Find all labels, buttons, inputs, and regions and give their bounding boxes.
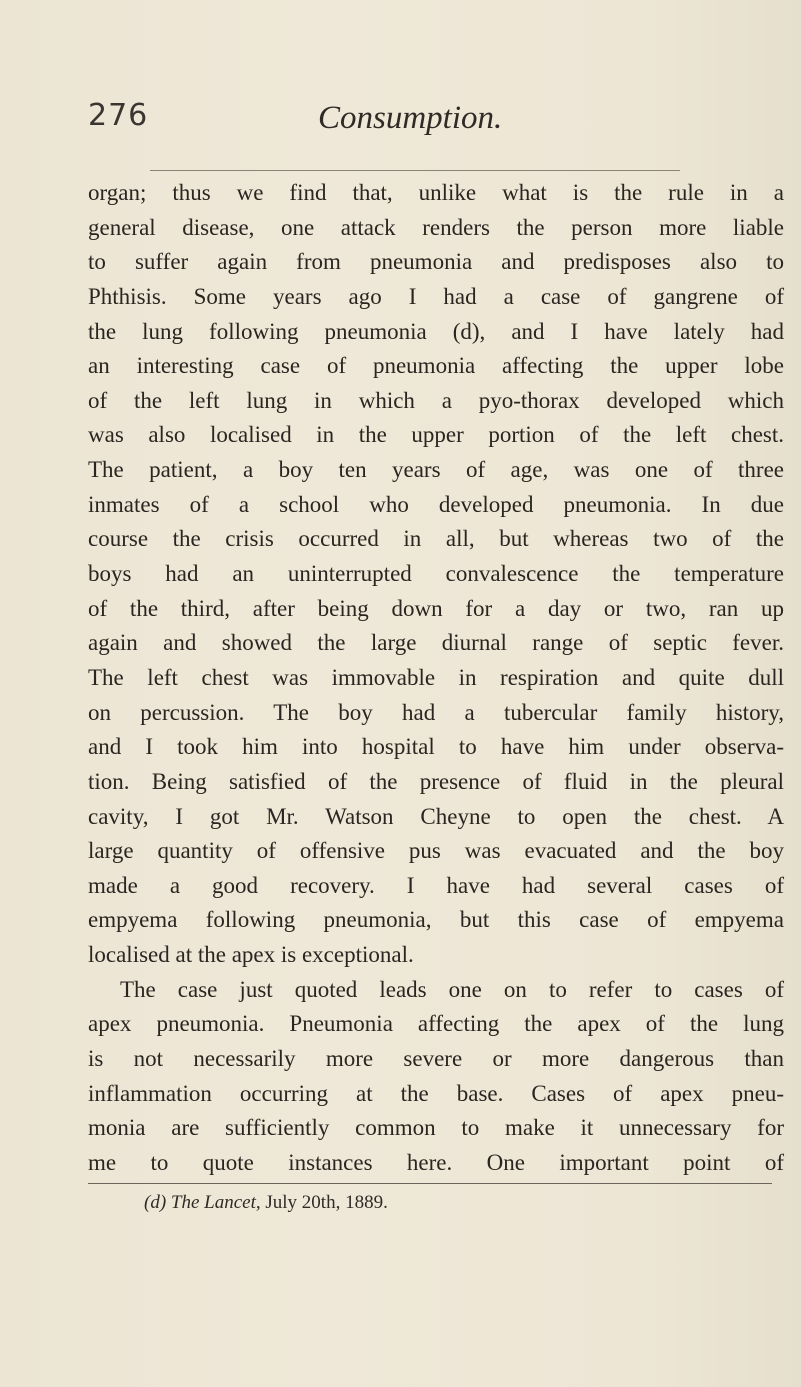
text-line: empyema following pneumonia, but this case of empyema (88, 907, 784, 933)
running-title: Consumption. (318, 100, 503, 136)
text-line: and I took him into hospital to have him under observa- (88, 734, 784, 760)
page-number: 276 (88, 98, 149, 133)
text-line: on percussion. The boy had a tubercular family history, (88, 699, 784, 725)
header-rule (150, 170, 680, 171)
text-line: inflammation occurring at the base. Cases of apex pneu- (88, 1080, 784, 1106)
text-line: monia are sufficiently common to make it unnecessary for (88, 1115, 784, 1141)
text-line: The case just quoted leads one on to refer to cases of (120, 976, 784, 1002)
text-line: localised at the apex is exceptional. (88, 942, 414, 968)
text-line: course the crisis occurred in all, but whereas two of the (88, 526, 784, 552)
text-line: boys had an uninterrupted convalescence the temperature (88, 561, 784, 587)
text-line: to suffer again from pneumonia and predisposes also to (88, 249, 784, 275)
text-line: again and showed the large diurnal range of septic fever. (88, 630, 784, 656)
footnote (144, 1192, 388, 1214)
text-line: The left chest was immovable in respiration and quite dull (88, 664, 784, 690)
text-line: me to quote instances here. One important point of (88, 1149, 784, 1175)
text-line: general disease, one attack renders the person more liable (88, 214, 784, 240)
body-text (88, 176, 784, 1181)
footnote-marker: (d) (144, 1192, 167, 1213)
text-line: of the left lung in which a pyo-thorax developed which (88, 387, 784, 413)
text-line: The patient, a boy ten years of age, was one of three (88, 457, 784, 483)
footnote-rule (88, 1183, 772, 1184)
text-line: tion. Being satisfied of the presence of fluid in the pleural (88, 768, 784, 794)
text-line: was also localised in the upper portion of the left chest. (88, 422, 784, 448)
text-line: is not necessarily more severe or more dangerous than (88, 1046, 784, 1072)
text-line: large quantity of offensive pus was evacuated and the boy (88, 838, 784, 864)
footnote-date: July 20th, 1889. (265, 1192, 388, 1213)
text-line: inmates of a school who developed pneumonia. In due (88, 491, 784, 517)
text-line: of the third, after being down for a day or two, ran up (88, 595, 784, 621)
text-line: apex pneumonia. Pneumonia affecting the apex of the lung (88, 1011, 784, 1037)
text-line: an interesting case of pneumonia affecting the upper lobe (88, 353, 784, 379)
text-line: organ; thus we find that, unlike what is the rule in a (88, 180, 784, 205)
text-line: made a good recovery. I have had several cases of (88, 872, 784, 898)
text-line: Phthisis. Some years ago I had a case of gangrene of (88, 283, 784, 309)
text-line: cavity, I got Mr. Watson Cheyne to open the chest. A (88, 803, 784, 829)
text-line: the lung following pneumonia (d), and I have lately had (88, 318, 784, 344)
footnote-journal: The Lancet, (170, 1192, 261, 1213)
